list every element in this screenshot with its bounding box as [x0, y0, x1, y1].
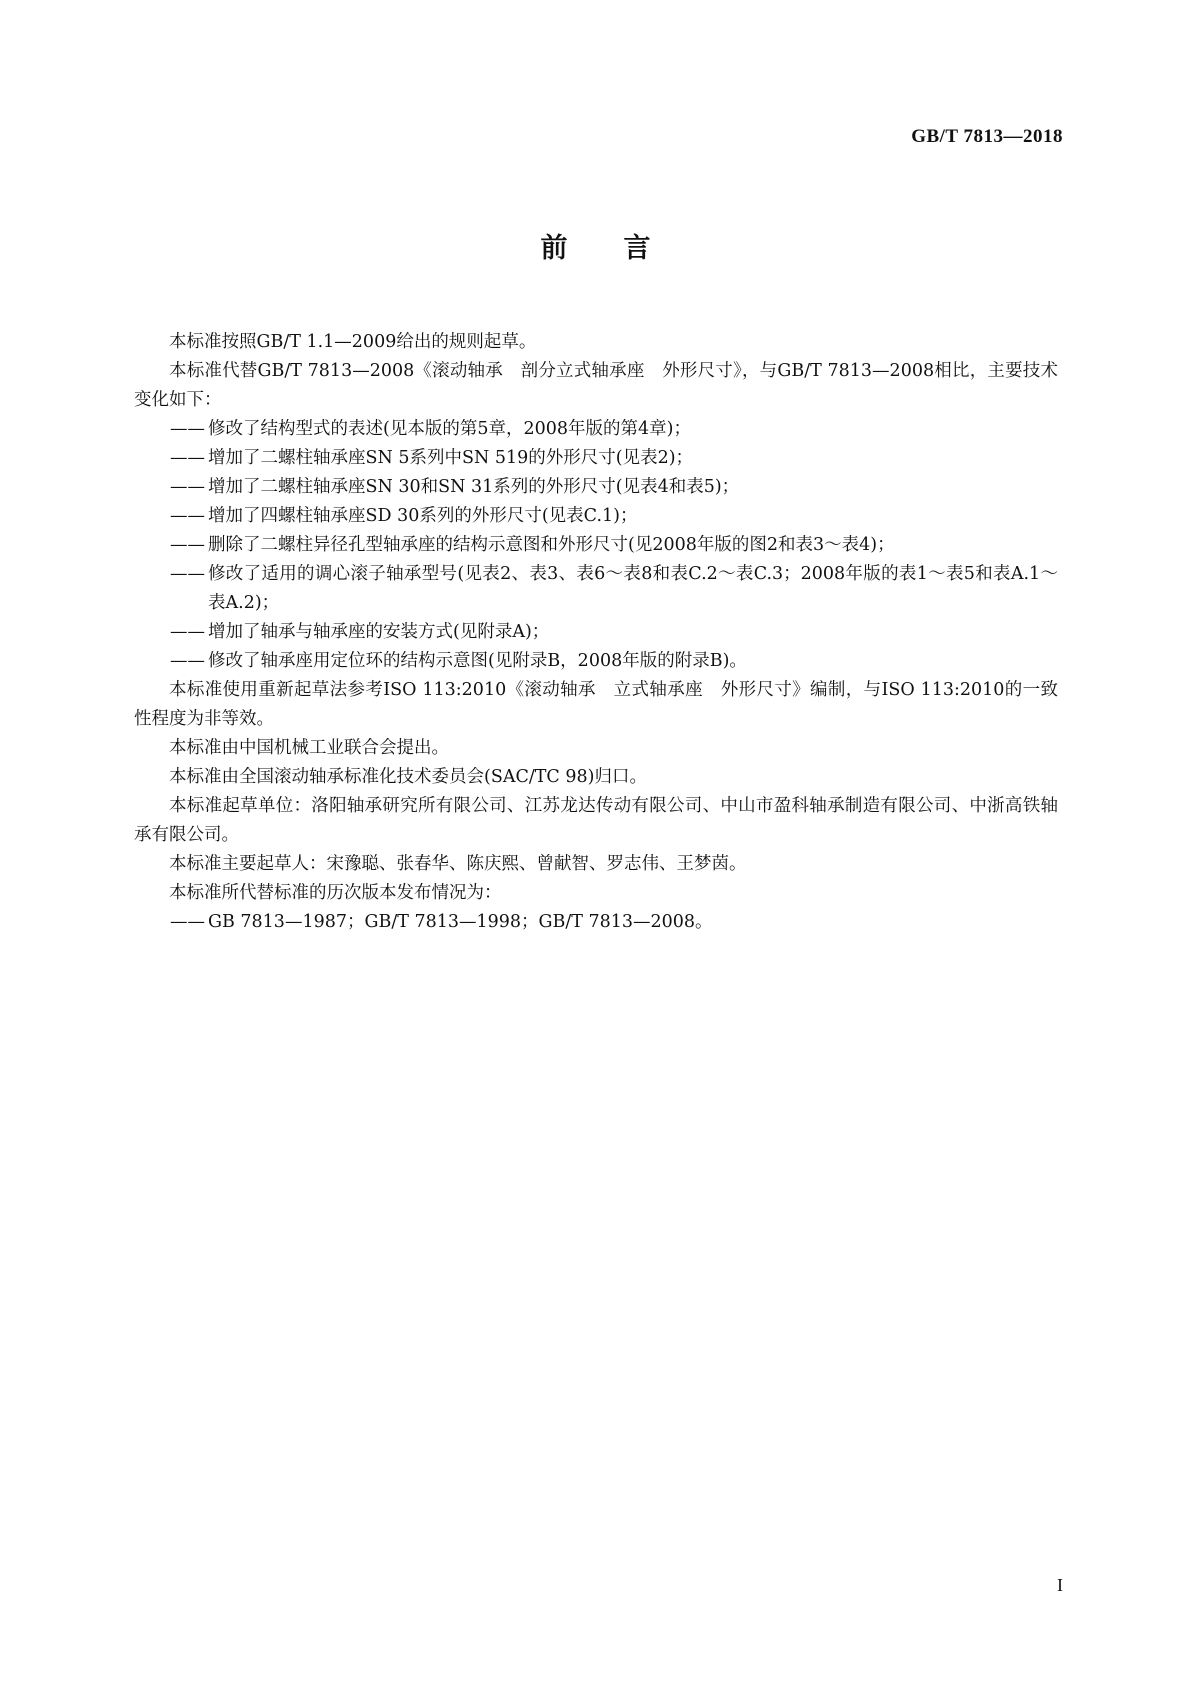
change-item-text: 删除了二螺柱异径孔型轴承座的结构示意图和外形尺寸(见2008年版的图2和表3～表4)； — [208, 535, 895, 555]
paragraph-iso-reference: 本标准使用重新起草法参考ISO 113:2010《滚动轴承 立式轴承座 外形尺寸》编制，与ISO 113:2010的一致性程度为非等效。 — [134, 680, 1058, 729]
dash-marker: —— — [170, 419, 205, 439]
paragraph-drafting-rules: 本标准按照GB/T 1.1—2009给出的规则起草。 — [169, 332, 537, 352]
change-item-text: 增加了二螺柱轴承座SN 5系列中SN 519的外形尺寸(见表2)； — [208, 448, 694, 468]
dash-marker: —— — [170, 564, 205, 584]
change-item-text: 修改了结构型式的表述(见本版的第5章，2008年版的第4章)； — [208, 419, 691, 439]
paragraph-proposer: 本标准由中国机械工业联合会提出。 — [169, 738, 449, 758]
dash-marker: —— — [170, 477, 205, 497]
change-item — [134, 502, 1058, 531]
change-item-text: 修改了轴承座用定位环的结构示意图(见附录B，2008年版的附录B)。 — [208, 651, 747, 671]
change-item-text: 增加了二螺柱轴承座SN 30和SN 31系列的外形尺寸(见表4和表5)； — [208, 477, 740, 497]
history-item-text: GB 7813—1987；GB/T 7813—1998；GB/T 7813—2008。 — [208, 912, 713, 932]
change-item-text: 修改了适用的调心滚子轴承型号(见表2、表3、表6～表8和表C.2～表C.3；2008年版的表1～表5和表A.1～表A.2)； — [208, 564, 1058, 613]
paragraph-replaces: 本标准代替GB/T 7813—2008《滚动轴承 剖分立式轴承座 外形尺寸》，与GB/T 7813—2008相比，主要技术变化如下： — [134, 361, 1058, 410]
dash-marker: —— — [170, 912, 205, 932]
dash-marker: —— — [170, 448, 205, 468]
dash-marker: —— — [170, 622, 205, 642]
change-item — [134, 531, 1058, 560]
standard-number: GB/T 7813—2018 — [911, 126, 1063, 147]
change-item-text: 增加了轴承与轴承座的安装方式(见附录A)； — [208, 622, 550, 642]
history-item — [134, 908, 1058, 937]
dash-marker: —— — [170, 506, 205, 526]
dash-marker: —— — [170, 535, 205, 555]
paragraph-drafting-units: 本标准起草单位：洛阳轴承研究所有限公司、江苏龙达传动有限公司、中山市盈科轴承制造有限公司、中浙高铁轴承有限公司。 — [134, 796, 1058, 845]
preface-body — [134, 328, 1058, 937]
change-item — [134, 560, 1058, 618]
dash-marker: —— — [170, 651, 205, 671]
paragraph-drafters: 本标准主要起草人：宋豫聪、张春华、陈庆熙、曾献智、罗志伟、王梦茵。 — [169, 854, 747, 874]
change-item — [134, 618, 1058, 647]
paragraph-committee: 本标准由全国滚动轴承标准化技术委员会(SAC/TC 98)归口。 — [169, 767, 647, 787]
page-number: I — [1057, 1575, 1063, 1595]
change-item — [134, 473, 1058, 502]
change-item-text: 增加了四螺柱轴承座SD 30系列的外形尺寸(见表C.1)； — [208, 506, 638, 526]
change-item — [134, 444, 1058, 473]
page-title: 前言 — [540, 233, 707, 264]
paragraph-history-intro: 本标准所代替标准的历次版本发布情况为： — [169, 883, 502, 903]
change-item — [134, 647, 1058, 676]
change-item — [134, 415, 1058, 444]
